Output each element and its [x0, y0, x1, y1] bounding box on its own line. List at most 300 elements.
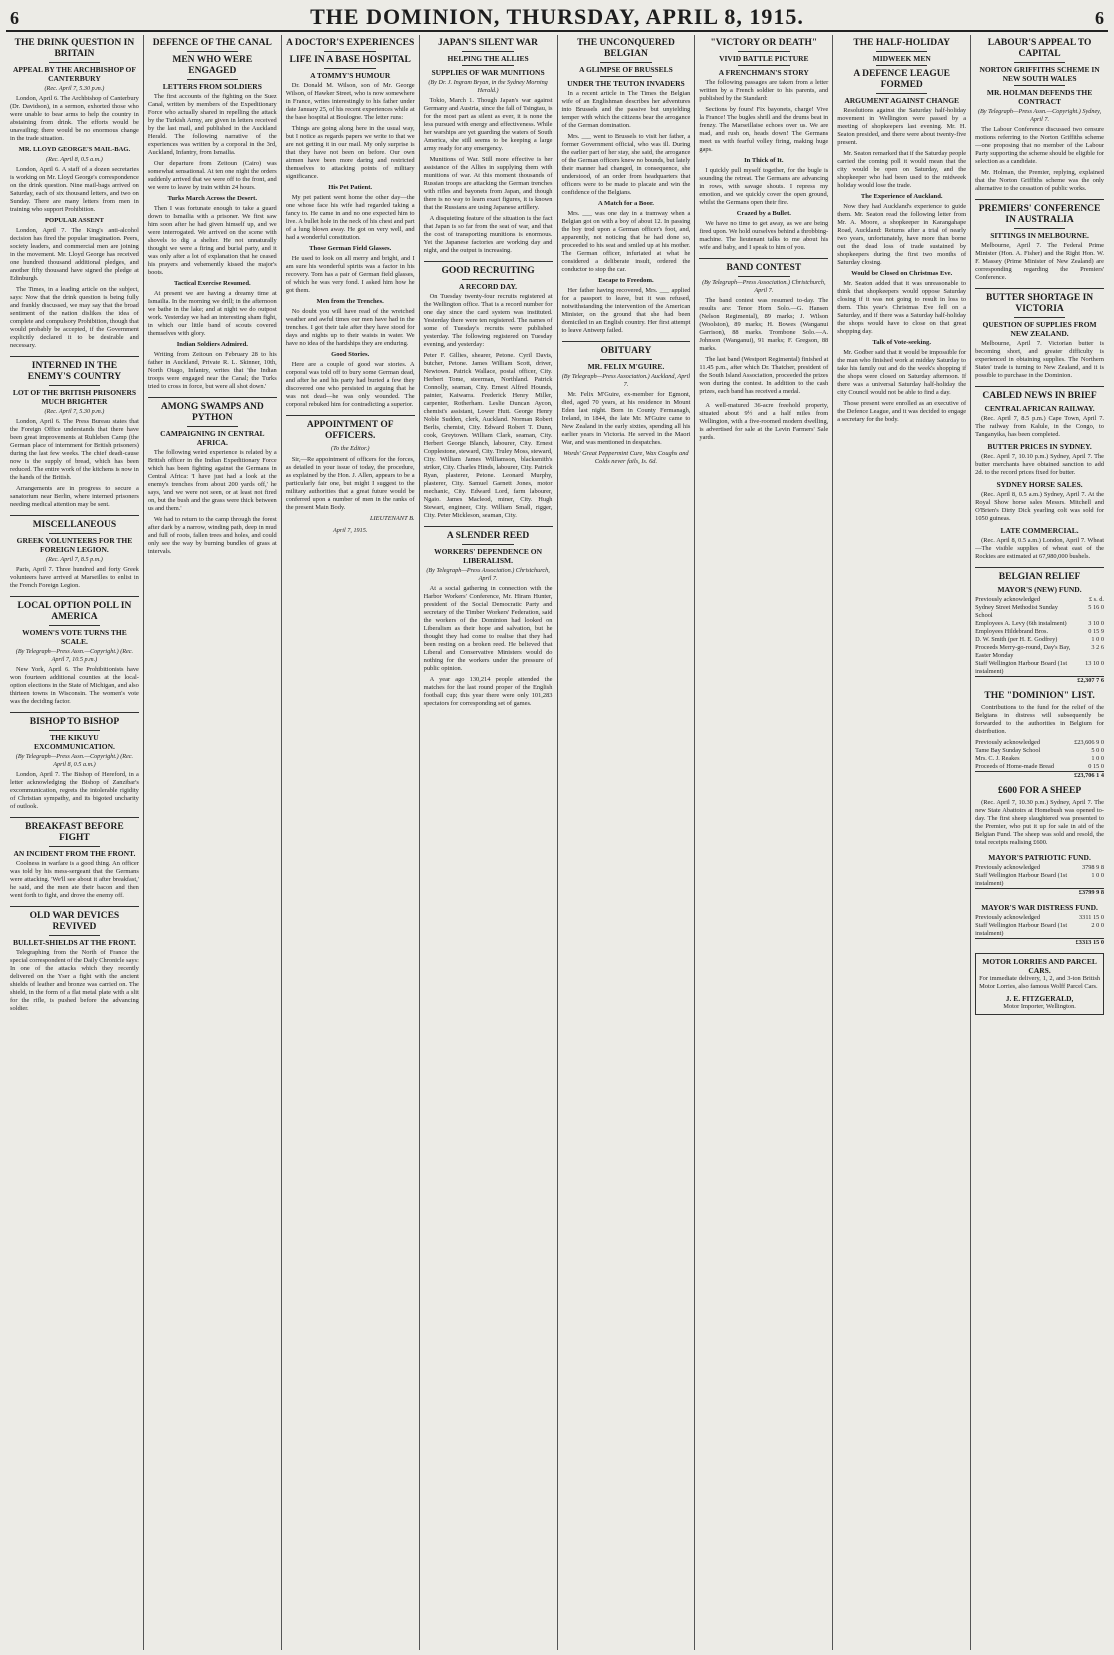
ledger-row	[975, 763, 1104, 772]
rule	[876, 65, 928, 66]
paragraph: Contributions to the fund for the relief of the Belgians in distress will subsequently be forwarded to the authorities in Belgium for distribution.	[975, 704, 1104, 735]
subheadline: BUTTER PRICES IN SYDNEY.	[987, 442, 1092, 451]
rule	[600, 62, 652, 63]
ledger-label: Previously acknowledged	[975, 739, 1041, 746]
article-labour-appeal	[975, 38, 1104, 193]
paragraph: Mr. Felix M'Guire, ex-member for Egmont, died, aged 70 years, at his residence in Mount Eden last night. Born in County Fermanagh, Ireland, in 1844, the late Mr. M'Guire came to New Zealand in the early sixties, spending all his earlier years in Victoria. He served in the Maori War, and was mentioned in despatches.	[561, 391, 691, 446]
subheadline: SUPPLIES OF WAR MUNITIONS	[431, 68, 545, 77]
article-drink-question	[10, 38, 139, 350]
divider	[424, 261, 553, 262]
recruit-list: Peter F. Gillies, shearer, Petone. Cyril Davis, butcher, Petone. James William Scott, driver, Newtown. Patrick Wallace, postal officer, City. Herbert Tome, steerman, Northland. Patrick Connolly, seaman, City. Ernest Alfred Hounds, painter, Kaiwarra. Frederick Henry Miller, carpenter, Rotherham. Leslie Duncan Aycon, chemist's assistant, Lower Hutt. George Henry Noble Sudden, clerk, Auckland. Norman Robert Berlis, chemist, City. Edward Robert T. Dunn, cook, Greytown. William Clark, seaman, City. Herbert George Blanch, labourer, City. Ernest Copplestone, steward, City. Truley Moss, steward, City. William James Williamson, blacksmith's striker, City. Charles Hinds, labourer, City. Patrick Ryan, plasterer, Petone. Leonard Murphy, plasterer, City. Samuel Garnett Jones, motor mechanic, City. Edward Lord, farm labourer, Ngaio. James Macleod, miner, City. Hugh Stewart, engineer, City. William Small, rigger, City. Peter Mickleson, seaman, City.	[423, 352, 553, 519]
rule	[324, 68, 376, 69]
dateline: (By Telegraph—Press Assn.—Copyright.) (Rec. April 8, 0.5 a.m.)	[15, 753, 134, 768]
section-subhead: In Thick of It.	[744, 157, 784, 164]
rule	[49, 533, 101, 534]
paragraph: Melbourne, April 7. The Federal Prime Minister (Hon. A. Fisher) and the Right Hon. W. F. Massey (Prime Minister of New Zealand) are corresponding regarding the Premiers' Conference.	[975, 242, 1104, 281]
paragraph: London, April 7. The King's anti-alcohol decision has fired the popular imagination. Peers, society leaders, and commercial men are joining in the movement. Mr. Lloyd George has received one hundred thousand additional pledges, and another fifty thousand have signed the pledge at Edinburgh.	[10, 227, 139, 282]
ledger-row	[975, 628, 1104, 636]
headline: "VICTORY OR DEATH"	[710, 38, 818, 48]
divider	[424, 526, 553, 527]
ledger-row	[975, 747, 1104, 755]
paragraph: (Rec. April 8, 0.5 a.m.) Sydney, April 7. At the Royal Show horse sales Messrs. Mitchell and O'Brien's Dirty Dick yearling colt was sold for 1050 guineas.	[975, 491, 1104, 522]
rule	[738, 276, 790, 277]
ledger-amount: £23,606 9 0	[1074, 739, 1104, 746]
ledger-row	[975, 636, 1104, 644]
rule	[600, 76, 652, 77]
paragraph: Mr. Holman, the Premier, replying, explained that the Norton Griffiths scheme was the only alternative to the cessation of public works.	[975, 169, 1104, 192]
ledger-amount: 3 10 0	[1088, 620, 1104, 627]
ledger-total-row	[975, 889, 1104, 898]
article-japan	[424, 38, 553, 255]
column-5	[558, 35, 696, 1650]
headline: £600 FOR A SHEEP	[997, 786, 1082, 796]
headline: GOOD RECRUITING	[441, 266, 535, 276]
dateline: (By Telegraph—Press Assn.—Copyright.) Sydney, April 7.	[977, 108, 1102, 123]
column-4	[420, 35, 558, 1650]
section-subhead: Turks March Across the Desert.	[167, 195, 258, 202]
paragraph: The Times, in a leading article on the subject, says: Now that the drink question is being fully and frankly discussed, we may say that the broad sentiment of the nation dislikes the idea of complete and compulsory Prohibition, though that would probably be accepted, if the Government explicitly declared it to be desirable and necessary.	[10, 286, 139, 349]
newspaper-title: THE DOMINION, THURSDAY, APRIL 8, 1915.	[310, 4, 804, 29]
dateline: (Rec. April 7, 5.30 p.m.)	[44, 85, 105, 92]
ledger-total-row	[975, 677, 1104, 686]
paragraph: Mr. Godber said that it would be impossible for the man who finished work at midday Saturday to take his family out and do the week's shopping if the shops were closed on Saturday afternoon. If there was a universal Saturday half-holiday the city Council would not be able to find a day.	[837, 349, 967, 396]
rule	[1014, 62, 1066, 63]
rule	[600, 359, 652, 360]
headline: DEFENCE OF THE CANAL	[152, 38, 272, 48]
article-obituary	[562, 346, 691, 466]
headline: BELGIAN RELIEF	[998, 572, 1081, 582]
dateline: (By Telegraph—Press Association.) Christchurch, April 7.	[702, 279, 826, 294]
paragraph: Those present were enrolled as an executive of the Defence League, and it was decided to engage a secretary for the body.	[837, 400, 967, 423]
headline: THE HALF-HOLIDAY	[853, 38, 950, 48]
article-local-option	[10, 601, 139, 706]
divider	[975, 288, 1104, 289]
paragraph: The following weird experience is related by a British officer in the Indian Expeditionary Force which has been fighting against the Germans in Central Africa: 'I have just had a look at the enemy's trenches from about 200 yards off,' he says, 'and we were not seen, or at least not fired on, but the bush and the grass were thick between us and them.'	[147, 449, 277, 512]
signature: LIEUTENANT B.	[369, 515, 415, 522]
ledger-row	[975, 739, 1104, 747]
ledger-label: Proceeds of Home-made Bread	[975, 763, 1054, 770]
ledger-amount: 1 0 0	[1091, 755, 1104, 762]
dateline: (Rec. April 7, 8.5 p.m.)	[46, 556, 103, 563]
rule	[187, 426, 239, 427]
subheadline: LATE COMMERCIAL.	[1000, 526, 1079, 535]
paragraph: He used to look on all merry and bright, and I am sure his wonderful spirits was a factor in his recovery. Tom has a pair of German field glasses, of which he was very fond. I asked him how he got them.	[285, 255, 415, 294]
rule	[49, 625, 101, 626]
paragraph: The Labour Conference discussed two censure motions referring to the Norton Griffiths scheme—one proposing that no member of the Labour Party supporting the scheme should be eligible for selection as a candidate.	[975, 126, 1104, 165]
subheadline: SITTINGS IN MELBOURNE.	[990, 231, 1089, 240]
rule	[1014, 317, 1066, 318]
divider	[10, 817, 139, 818]
column-6	[695, 35, 833, 1650]
ledger-label: Sydney Street Methodist Sunday School	[975, 604, 1058, 619]
rule	[1014, 228, 1066, 229]
ledger-total: £3313 15 0	[1072, 939, 1104, 948]
article-bishop	[10, 717, 139, 811]
letter-date: April 7, 1915.	[332, 527, 368, 534]
paragraph: On Tuesday twenty-four recruits registered at the Wellington office. That is a record number for one day since the card system was instituted. Yesterday there were ten registered. The names of some of Tuesday's recruits were published yesterday. The following registered on Tuesday evening, and yesterday:	[423, 293, 553, 348]
divider	[286, 415, 415, 416]
article-miscellaneous	[10, 520, 139, 590]
advert-body: For immediate delivery, 1, 2, and 3-ton British Motor Lorries, also famous Wolff Parcel Cars.	[979, 975, 1100, 990]
subheadline: VIVID BATTLE PICTURE	[719, 54, 809, 63]
article-doctor	[286, 38, 415, 409]
paragraph: Telegraphing from the North of France the special correspondent of the Daily Chronicle says: In one of the attacks which they recently delivered on the Yser a fight with the ancient shields of leather and bronze was carried on. The shield, in the form of a flat metal plate with a slit for the rifle, is pushed before the advancing soldier.	[10, 949, 139, 1012]
headline: BUTTER SHORTAGE IN VICTORIA	[985, 293, 1094, 314]
page-number-right: 6	[1095, 8, 1104, 28]
ledger-row	[975, 755, 1104, 763]
rule	[738, 399, 790, 400]
paragraph: (Rec. April 7, 10.10 p.m.) Sydney, April 7. The butter merchants have obtained sanction to add 2d. to the record prices fixed for butter.	[975, 453, 1104, 476]
paragraph: At present we are having a dreamy time at Ismailia. In the morning we drill; in the afternoon we bathe in the lake; and at night we do outpost work. Yesterday we had an interesting sham fight, in which our little band of scouts covered themselves with glory.	[147, 290, 277, 337]
paragraph: Mr. Seaton remarked that if the Saturday people carried the coming poll it would mean that the city would be open on Saturday, and the shopkeeper who had been used to the midweek holiday would lose the trade.	[837, 150, 967, 189]
article-belgian	[562, 38, 691, 335]
ledger-amount: 0 15 0	[1088, 763, 1104, 770]
ledger-label: Employees Hildebrand Bros.	[975, 628, 1049, 635]
paragraph: (Rec. April 7, 8.5 p.m.) Cape Town, April 7. The railway from Kalule, in the Congo, to Tanganyika, has been completed.	[975, 415, 1104, 438]
section-subhead: Indian Soldiers Admired.	[176, 341, 248, 348]
dateline: (By Telegraph—Press Association.) Christchurch, April 7.	[426, 567, 550, 582]
headline: MISCELLANEOUS	[32, 520, 117, 530]
ledger-row	[975, 660, 1104, 677]
ledger-label: Previously acknowledged	[975, 596, 1041, 603]
section-subhead: A Match for a Boor.	[598, 200, 654, 207]
article-war-devices	[10, 911, 139, 1013]
paragraph: My pet patient went home the other day—the one whose face his wife had regarded taking a fancy to. He came in and no one expected him to live. A bullet hole in the neck of his chest and part of a lung blown away. He got on very well, and had a wonderful constitution.	[285, 194, 415, 241]
headline: CABLED NEWS IN BRIEF	[982, 391, 1097, 401]
paragraph: In a recent article in The Times the Belgian wife of an Englishman describes her adventures into Brussels and the passive but unyielding temper with which the citizens bear the arrogance of the German domination.	[561, 90, 691, 129]
subheadline: MAYOR'S (NEW) FUND.	[997, 585, 1082, 594]
article-dominion-list	[975, 691, 1104, 780]
motor-lorries-advert	[975, 953, 1104, 1015]
page-number: 6	[10, 8, 19, 28]
rule	[462, 544, 514, 545]
divider	[10, 596, 139, 597]
column-8	[971, 35, 1108, 1650]
paragraph: Sections by fours! Fix bayonets, charge! Vive la France! The bugles shrill and the drums beat in frenzy. The Marseillaise echoes over us. We are mad, and rush on, heads down! The Germans meet us with fearful volley firing, making huge gaps.	[699, 106, 829, 153]
subheadline: MIDWEEK MEN	[872, 54, 931, 63]
subheadline: GREEK VOLUNTEERS FOR THE FOREIGN LEGION.	[16, 536, 133, 554]
ledger-amount: 3 2 6	[1091, 644, 1104, 651]
ledger-amount: 1 0 0	[1091, 872, 1104, 879]
paragraph: Mr. Seaton added that it was unreasonable to think that shopkeepers would oppose Saturday closing if it was not going to result in loss to them. This year's Christmas Eve fell on a Saturday, and if there was a Saturday half-holiday the shops would have to close on that great shopping day.	[837, 280, 967, 335]
section-subhead: Would be Closed on Christmas Eve.	[851, 270, 953, 277]
headline: THE "DOMINION" LIST.	[984, 691, 1095, 701]
ledger-label: Staff Wellington Harbour Board (1st instalment)	[975, 922, 1068, 937]
headline: AMONG SWAMPS AND PYTHON	[160, 402, 264, 423]
paragraph: We had to return to the camp through the forest after dark by a narrow, winding path, deep in mud and full of roots, fallen trees and holes, and could only see the way by burning bundles of grass at intervals.	[147, 516, 277, 555]
subheadline: WOMEN'S VOTE TURNS THE SCALE.	[22, 628, 127, 646]
subheadline: A DEFENCE LEAGUE FORMED	[853, 69, 950, 90]
section-subhead: Those German Field Glasses.	[309, 245, 392, 252]
headline: BAND CONTEST	[726, 263, 802, 273]
rule	[49, 385, 101, 386]
headline: LABOUR'S APPEAL TO CAPITAL	[987, 38, 1092, 59]
advert-role: Motor Importer, Wellington.	[1003, 1003, 1076, 1010]
section-subhead: POPULAR ASSENT	[45, 217, 104, 224]
subheadline: A RECORD DAY.	[459, 282, 518, 291]
subheadline: LOT OF THE BRITISH PRISONERS MUCH BRIGHTER	[12, 388, 137, 406]
rule	[1014, 85, 1066, 86]
ledger-row	[975, 596, 1104, 604]
ledger-row	[975, 922, 1104, 939]
subheadline: MAYOR'S PATRIOTIC FUND.	[988, 853, 1091, 862]
ledger-row	[975, 644, 1104, 660]
divider	[975, 567, 1104, 568]
paragraph: Munitions of War. Still more effective is her assistance of the Allies in supplying them with munitions of war. At this moment thousands of Russian troops are attacking the German trenches with rifles and bayonets from Japan, and though there is no way to learn exact figures, it is known that the Russians are using Japanese artillery.	[423, 156, 553, 211]
column-7	[833, 35, 971, 1650]
article-sheep-sale	[975, 786, 1104, 847]
headline: THE DRINK QUESTION IN BRITAIN	[14, 38, 135, 59]
paragraph: Now they had Auckland's experience to guide them. Mr. Seaton read the following letter from Mr. A. Moore, a shopkeeper in Karangahape Road, Auckland: Returns after a trial of nearly two years, unfortunately, have more than borne out the dead loss of trade sustained by shopkeepers during the first two months of Saturday closing.	[837, 203, 967, 266]
ledger-label: Previously acknowledged	[975, 914, 1041, 921]
paragraph: Mrs. ___ went to Brussels to visit her father, a former Government official, who was ill. During the earlier part of her stay, she said, the arrogance of the German officers knew no bounds, but lately their manner had changed, in consequence, she understood, of an order from headquarters that officers were to be made to placate and win the confidence of the Belgians.	[561, 133, 691, 196]
ledger-row	[975, 864, 1104, 872]
rule	[187, 51, 239, 52]
paragraph: Arrangements are in progress to secure a sanatorium near Berlin, where interned prisoners needing medical attention may be sent.	[10, 485, 139, 508]
headline: BREAKFAST BEFORE FIGHT	[25, 822, 124, 843]
paragraph: We have no time to get away, as we are being fired upon. We hold ourselves behind a throbbing-machine. The lieutenant talks to me about his wife and baby, and I speak to him of you.	[699, 220, 829, 251]
subheadline: MR. FELIX M'GUIRE.	[587, 362, 665, 371]
rule	[462, 279, 514, 280]
rule	[462, 51, 514, 52]
section-subhead: Crazed by a Bullet.	[736, 210, 791, 217]
ledger-label: Employees A. Levy (6th instalment)	[975, 620, 1067, 627]
section-subhead: His Pet Patient.	[328, 184, 373, 191]
ledger-label: Mrs. C. J. Reakes	[975, 755, 1020, 762]
article-swamps	[148, 402, 277, 556]
paragraph: Melbourne, April 7. Victorian butter is becoming short, and greater difficulty is experienced in obtaining supplies. The Northern States' trade is turning to New Zealand, and it is possible to purchase in the Dominion.	[975, 340, 1104, 379]
paragraph: (Rec. April 7, 10.30 p.m.) Sydney, April 7. The new State Abattoirs at Homebush was opened to-day. The first sheep slaughtered was presented to the Premier, who put it up for sale in aid of the Belgian Fund. The sheep was sold and resold, the total receipts realising £600.	[975, 799, 1104, 846]
article-slender-reed	[424, 531, 553, 708]
rule	[876, 93, 928, 94]
masthead	[6, 4, 1108, 32]
ledger-amount: 3798 9 8	[1081, 864, 1104, 871]
subheadline: HELPING THE ALLIES	[447, 54, 529, 63]
headline: A DOCTOR'S EXPERIENCES	[286, 38, 415, 48]
columns	[6, 35, 1108, 1650]
section-subhead: Men from the Trenches.	[316, 298, 384, 305]
paragraph: Our departure from Zeitoun (Cairo) was somewhat sensational. At ten one night the orders suddenly arrived that we were off to the front, and we were to leave by train within 24 hours.	[147, 160, 277, 191]
subheadline: APPEAL BY THE ARCHBISHOP OF CANTERBURY	[12, 65, 136, 83]
dateline: (Rec. April 7, 5.30 p.m.)	[44, 408, 105, 415]
divider	[562, 341, 691, 342]
article-half-holiday	[837, 38, 966, 424]
rule	[49, 730, 101, 731]
article-band-contest	[699, 263, 828, 442]
section-subhead: The Experience of Auckland.	[860, 193, 943, 200]
headline: APPOINTMENT OF OFFICERS.	[306, 420, 394, 441]
section-subhead: MR. LLOYD GEORGE'S MAIL-BAG.	[18, 146, 131, 153]
ledger-total: £3799 9 8	[1075, 889, 1104, 898]
rule	[876, 51, 928, 52]
paragraph: The band contest was resumed to-day. The results are: Tenor Horn Solo.—G. Hansen (Nelson Regimental), 89 marks; J. Wilson (Woolston), 89 marks; H. Bowes (Wanganui Garrison), 88 marks. Trombone Solo.—A. Johnson (Wanganui), 91 marks; F. Gregson, 88 marks.	[699, 297, 829, 352]
paragraph: London, April 6. A staff of a dozen secretaries is working on Mr. Lloyd George's correspondence on the drink question. Nine mail-bags arrived on Saturday, each of six thousand letters, and two on Sunday. There are many letters from men in training who support Prohibition.	[10, 166, 139, 213]
paragraph: A year ago 130,214 people attended the matches for the last round proper of the English football cup; this year there were only 101,283 spectators for corresponding set of games.	[423, 676, 553, 707]
column-1	[6, 35, 144, 1650]
article-breakfast	[10, 822, 139, 900]
subheadline: WORKERS' DEPENDENCE ON LIBERALISM.	[434, 547, 543, 565]
paragraph: Paris, April 7. Three hundred and forty Greek volunteers have arrived at Marseilles to enlist in the French Foreign Legion.	[10, 566, 139, 589]
headline: THE UNCONQUERED BELGIAN	[576, 38, 675, 59]
paragraph: London, April 7. The Bishop of Hereford, in a letter acknowledging the Bishop of Zanzibar's excommunication, regrets the intolerable rigidity of Christian sympathy, and its bigoted uncharity of outlook.	[10, 771, 139, 810]
article-premiers-conference	[975, 204, 1104, 282]
headline: JAPAN'S SILENT WAR	[438, 38, 538, 48]
ledger-label: Staff Wellington Harbour Board (1st instalment)	[975, 660, 1068, 675]
advert-headline: MOTOR LORRIES AND PARCEL CARS.	[982, 957, 1097, 975]
subheadline: UNDER THE TEUTON INVADERS	[567, 79, 685, 88]
headline: OBITUARY	[600, 346, 652, 356]
paragraph: Sir,—Re appointment of officers for the forces, as detailed in your issue of today, the procedure, as explained by the Hon. J. Allen, appears to be a particularly fair one, but might I suggest to the military authorities that a great future would be conferred upon a number of men in the ranks of the present Main Body.	[285, 456, 415, 511]
article-cabled-news	[975, 391, 1104, 561]
subheadline: NORTON GRIFFITHS SCHEME IN NEW SOUTH WALES	[979, 65, 1100, 83]
subheadline: A FRENCHMAN'S STORY	[718, 68, 809, 77]
subheadline: MAYOR'S WAR DISTRESS FUND.	[981, 903, 1098, 912]
article-interned	[10, 361, 139, 509]
paragraph: Tokio, March 1. Though Japan's war against Germany and Austria, since the fall of Tsingtau, is for the most part as silent as ever, it is none the less pursued with energy and effectiveness. While her warships are yet guarding the waters of South America, she still seems to be keeping a large army ready for any emergency.	[423, 97, 553, 152]
subheadline: AN INCIDENT FROM THE FRONT.	[13, 849, 136, 858]
ledger-amount: 3311 15 0	[1079, 914, 1104, 921]
section-subhead: Good Stories.	[331, 351, 370, 358]
ledger-label: Staff Wellington Harbour Board (1st instalment)	[975, 872, 1068, 887]
rule	[738, 65, 790, 66]
paragraph: London, April 6. The Archbishop of Canterbury (Dr. Davidson), in a sermon, exhorted those who were unable to bear arms to help the country in abstaining from drink. The efforts would be unavailing; there would be no enormous change in the trade situation.	[10, 95, 139, 142]
article-appointment	[286, 420, 415, 535]
fund-ledger	[975, 739, 1104, 780]
paragraph: The last band (Westport Regimental) finished at 11.45 p.m., after which Dr. Thatcher, president of the South Island Association, proceeded the prizes won during the contest. In addition to the cash prizes, each band has received a medal.	[699, 356, 829, 395]
article-victory-or-death	[699, 38, 828, 252]
ledger-total: £23,706 1 4	[1065, 772, 1104, 781]
divider	[10, 356, 139, 357]
ledger-amount: 13 10 0	[1085, 660, 1104, 667]
rule	[49, 846, 101, 847]
headline: BISHOP TO BISHOP	[29, 717, 120, 727]
divider	[975, 199, 1104, 200]
column-3	[282, 35, 420, 1650]
divider	[699, 258, 828, 259]
ledger-label: Previously acknowledged	[975, 864, 1041, 871]
ledger-amount: 1 0 0	[1091, 636, 1104, 643]
paragraph: Writing from Zeitoun on February 28 to his father in Auckland, Private R. L. Skinner, 10th, North Otago, Infantry, writes that 'the Indian troops were engaged near the Canal; the Turks tried to cross in force, but were all shot down.'	[147, 351, 277, 390]
subheadline: ARGUMENT AGAINST CHANGE	[844, 96, 960, 105]
paragraph: A well-matured 36-acre freehold property, situated about 9½ and a half miles from Wellington, with a five-roomed modern dwelling, is advertised for sale at the Levin Farmers' Sale yards.	[699, 402, 829, 441]
subheadline: CENTRAL AFRICAN RAILWAY.	[984, 404, 1095, 413]
ledger-row	[975, 604, 1104, 620]
ledger-amount: 2 0 0	[1091, 922, 1104, 929]
column-2	[144, 35, 282, 1650]
ledger-total-row	[975, 772, 1104, 781]
article-canal	[148, 38, 277, 391]
subheadline: LIFE IN A BASE HOSPITAL	[289, 55, 411, 65]
paragraph: The following passages are taken from a letter written by a French soldier to his parents, and published by the Standard:	[699, 79, 829, 102]
headline: A SLENDER REED	[446, 531, 530, 541]
ledger-amount: 5 0 0	[1091, 747, 1104, 754]
subheadline: SYDNEY HORSE SALES.	[996, 480, 1083, 489]
subheadline: A GLIMPSE OF BRUSSELS	[579, 65, 673, 74]
paragraph: Her father having recovered, Mrs. ___ applied for a passport to leave, but it was refused, notwithstanding the intervention of the American Minister, on the ground that she had been domiciled in an English country. Her first attempt to leave Antwerp failed.	[561, 287, 691, 334]
ledger-label: Proceeds Merry-go-round, Day's Bay, Easter Monday	[975, 644, 1071, 659]
divider	[10, 515, 139, 516]
paragraph: At a social gathering in connection with the Harbor Workers' Conference, Mr. Hiram Hunter, president of the Social Democratic Party and secretary of the Timber Workers' Federation, said the workers of the Dominion had looked on Liberalism as their hope and salvation, but he thought they had come to realise that they had been resting on a broken reed. He believed that Liberal and Conservative Ministers would do nothing for the workers under the pressure of public opinion.	[423, 585, 553, 672]
dateline: (By Telegraph—Press Association.) Auckland, April 7.	[561, 373, 691, 388]
dateline: (Rec. April 8, 0.5 a.m.)	[46, 156, 103, 163]
rule	[462, 65, 514, 66]
ledger-amount: 0 15 9	[1088, 628, 1104, 635]
paragraph: Dr. Donald M. Wilson, son of Mr. George Wilson, of Hawker Street, who is now somewhere in France, writes interestingly to his father under date January 25, of his recent experiences while at the base hospital at Boulogne. The letter runs:	[285, 82, 415, 121]
rule	[49, 935, 101, 936]
subheadline: LETTERS FROM SOLDIERS	[162, 82, 262, 91]
paragraph: Things are going along here in the usual way, but I notice as regards papers we write to that we are not getting it in our mail. My only surprise is that they have not been on before. Our own airmen have been more daring and restricted themselves to attacking points of military significance.	[285, 125, 415, 180]
ledger-amount: 5 16 0	[1088, 604, 1104, 611]
to-editor-note: (To the Editor.)	[330, 445, 370, 452]
headline: INTERNED IN THE ENEMY'S COUNTRY	[27, 361, 122, 382]
fund-ledger	[975, 596, 1104, 685]
ledger-amount: £ s. d.	[1088, 596, 1104, 603]
dateline: (By Telegraph—Press Assn.—Copyright.) (Rec. April 7, 10.5 p.m.)	[15, 648, 134, 663]
subheadline: THE KIKUYU EXCOMMUNICATION.	[33, 733, 115, 751]
section-subhead: Escape to Freedom.	[598, 277, 654, 284]
ledger-row	[975, 914, 1104, 922]
paragraph: Mrs. ___ was one day in a tramway when a Belgian got on with a boy of about 12. In passing the boy trod upon a German officer's foot, and, apparently, not noticing that he had done so, proceeded to his seat and smiled up at his mother. The German officer, infuriated at what he considered a deliberate insult, ordered the conductor to stop the car.	[561, 210, 691, 273]
paragraph: London, April 6. The Press Bureau states that the Foreign Office understands that there have been great improvements at Ruhleben Camp (the German place of internment for British prisoners) during the last few weeks. The chief deadi-cause now is the supply of bread, which has been reduced. The entire work of the kitchens is now in the hands of the British.	[10, 418, 139, 481]
paragraph: Resolutions against the Saturday half-holiday movement in Wellington were passed by a meeting of shopkeepers last evening. Mr. H. Seaton presided, and there were about twenty-five present.	[837, 107, 967, 146]
ledger-row	[975, 620, 1104, 628]
paragraph: Here are a couple of good war stories. A corporal was told off to bury some German dead, and after he and his party had buried a few they discovered one who persisted in arguing that he was not dead—he was only wounded. The corporal rebuked him for contradicting a superior.	[285, 361, 415, 408]
article-patriotic-fund	[975, 853, 1104, 897]
subheadline: A TOMMY'S HUMOUR	[310, 71, 391, 80]
divider	[10, 712, 139, 713]
rule	[49, 62, 101, 63]
headline: PREMIERS' CONFERENCE IN AUSTRALIA	[978, 204, 1101, 225]
fund-ledger	[975, 914, 1104, 947]
ledger-total-row	[975, 939, 1104, 948]
ledger-total: £2,307 7 6	[1073, 677, 1104, 686]
byline: (By Dr. J. Ingram Bryan, in the Sydney Morning Herald.)	[428, 79, 548, 94]
paragraph: A disquieting feature of the situation is the fact that Japan is so far from the seat of war, and that the cost of transporting munitions is enormous. Yet the Japanese factories are working day and night, and the output is increasing.	[423, 215, 553, 254]
subheadline: MR. HOLMAN DEFENDS THE CONTRACT	[986, 88, 1093, 106]
subheadline: QUESTION OF SUPPLIES FROM NEW ZEALAND.	[982, 320, 1097, 338]
ledger-row	[975, 872, 1104, 889]
article-belgian-relief	[975, 572, 1104, 685]
section-subhead: Talk of Vote-seeking.	[872, 339, 931, 346]
subheadline: MEN WHO WERE ENGAGED	[172, 55, 253, 76]
paragraph: I quickly pull myself together, for the bugle is sounding the retreat. The Germans are advancing in rows, with savage shouts. I repress my emotion, and we quickly cover the open ground, whilst the Germans open their fire.	[699, 167, 829, 206]
rule	[187, 79, 239, 80]
headline: OLD WAR DEVICES REVIVED	[29, 911, 120, 932]
divider	[10, 906, 139, 907]
rule	[324, 51, 376, 52]
paragraph: No doubt you will have read of the wretched weather and awful times our men have had in the trenches. I got their tale after they have stood for days and nights up to their waists in water. We have no idea of the hardships they are enduring.	[285, 308, 415, 347]
article-butter-shortage	[975, 293, 1104, 380]
advert-name: J. E. FITZGERALD,	[1005, 994, 1074, 1003]
subheadline: CAMPAIGNING IN CENTRAL AFRICA.	[160, 429, 265, 447]
divider	[975, 386, 1104, 387]
subheadline: BULLET-SHIELDS AT THE FRONT.	[12, 938, 136, 947]
section-subhead: Tactical Exercise Resumed.	[173, 280, 251, 287]
advert-line: Words' Great Peppermint Cure, Wax Coughs and Colds never fails, Is. 6d.	[563, 450, 689, 465]
article-war-distress-fund	[975, 903, 1104, 947]
rule	[738, 51, 790, 52]
paragraph: New York, April 6. The Prohibitionists have won fourteen additional counties at the local-option elections in the State of Michigan, and also thirteen towns in Wisconsin. The women's vote was the deciding factor.	[10, 666, 139, 705]
paragraph: (Rec. April 8, 0.5 a.m.) London, April 7. Wheat—The visible supplies of wheat east of the Rockies are estimated at 67,980,000 bushels.	[975, 537, 1104, 560]
paragraph: The first accounts of the fighting on the Suez Canal, written by members of the Expeditionary Force who actually shared in repelling the attack by the Turkish Army, are given in letters received by the last mail, and published in the Auckland Herald. The following narrative of the experiences was written by a corporal in the 3rd, Auckland, Infantry, from Ismailia.	[147, 93, 277, 156]
paragraph: Then I was fortunate enough to take a guard down to Ismailia with a prisoner. We first saw him soon after he had given himself up, and we were interrogated. We arrived on the scene with shovels to dig a shelter. He not unnaturally thought we were a firing and burial party, and it was only after a lot of explanation that he ceased his prayers and vehemently kissed the major's boots.	[147, 205, 277, 276]
ledger-label: D. W. Smith (per H. E. Godfrey)	[975, 636, 1058, 643]
article-recruiting	[424, 266, 553, 520]
divider	[148, 397, 277, 398]
headline: LOCAL OPTION POLL IN AMERICA	[17, 601, 132, 622]
fund-ledger	[975, 864, 1104, 897]
paragraph: Coolness in warfare is a good thing. An officer was told by his mess-sergeant that the Germans were attacking. 'We'll see about it after breakfast,' he said, and the men ate their bacon and then went forth to fight, and drove the enemy off.	[10, 860, 139, 899]
